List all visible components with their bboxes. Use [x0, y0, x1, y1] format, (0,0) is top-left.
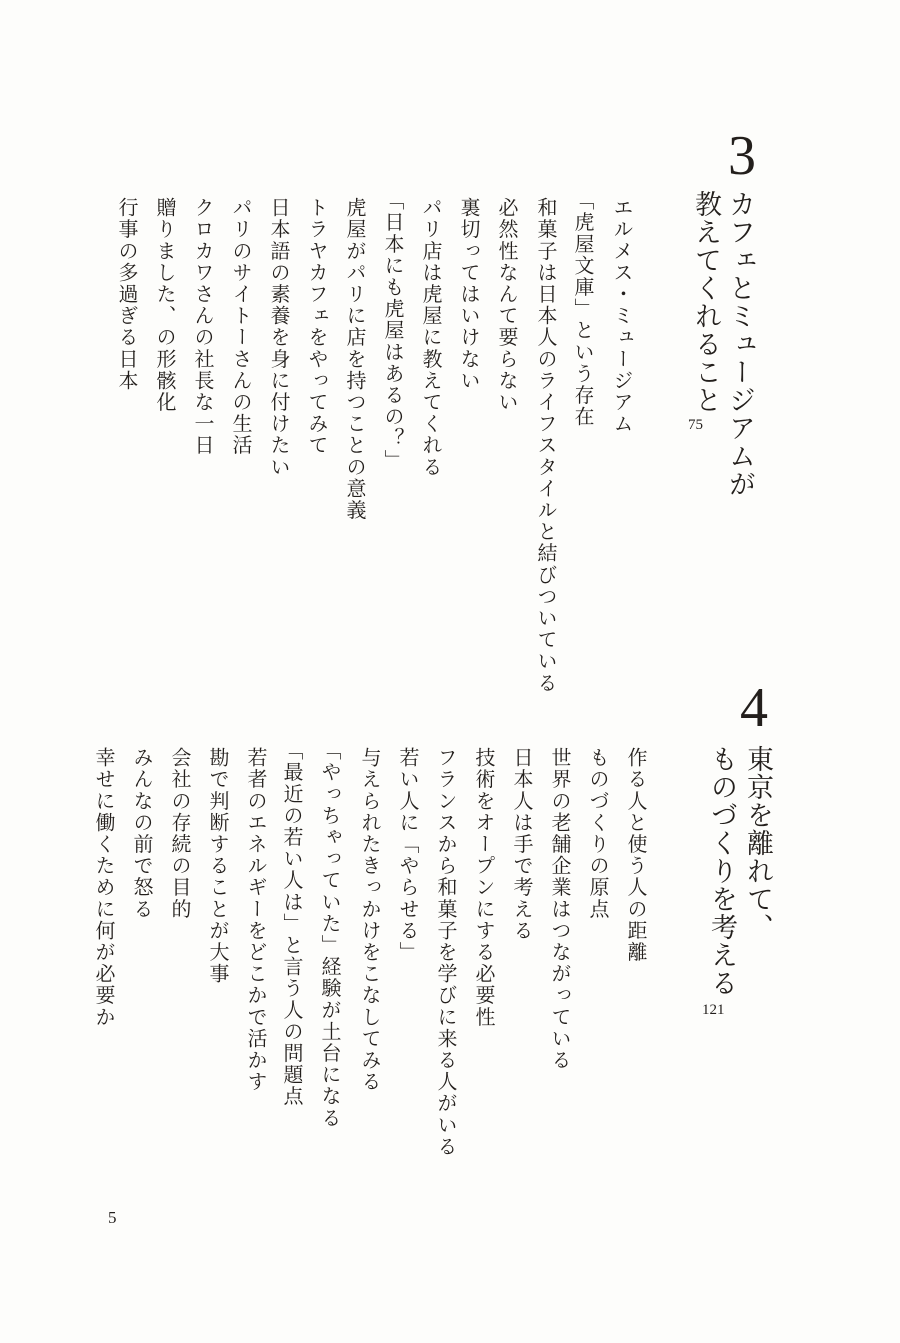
chapter-3-item: クロカワさんの社長な一日	[191, 197, 215, 457]
chapter-3-item: 裏切ってはいけない	[457, 197, 481, 392]
chapter-3-item: 行事の多過ぎる日本	[115, 197, 139, 392]
chapter-4-item: ものづくりの原点	[586, 747, 610, 920]
chapter-4-item: 作る人と使う人の距離	[624, 747, 648, 963]
chapter-4-item: 会社の存続の目的	[168, 747, 192, 920]
chapter-3-item: 日本語の素養を身に付けたい	[267, 197, 291, 478]
chapter-4-page-ref: 121	[702, 1002, 725, 1018]
chapter-4-item: 若者のエネルギーをどこかで活かす	[244, 747, 268, 1093]
chapter-3-number: 3	[728, 125, 756, 187]
chapter-3-item: 「虎屋文庫」という存在	[571, 190, 595, 428]
chapter-3-item: トラヤカフェをやってみて	[305, 197, 329, 457]
page-number: 5	[108, 1208, 117, 1227]
chapter-3-page-ref: 75	[688, 417, 703, 433]
chapter-3-item: 和菓子は日本人のライフスタイルと結びついている	[534, 197, 558, 694]
chapter-4-item: 「やっちゃっていた」経験が土台になる	[318, 740, 342, 1129]
chapter-4-item: 勘で判断することが大事	[206, 747, 230, 985]
chapter-3-item: パリのサイトーさんの生活	[229, 197, 253, 457]
chapter-3-title-line2: 教えてくれること	[690, 190, 721, 414]
chapter-4-item: 世界の老舗企業はつながっている	[548, 747, 572, 1071]
chapter-4-item: フランスから和菓子を学びに来る人がいる	[434, 747, 458, 1158]
chapter-4-item: 日本人は手で考える	[510, 747, 534, 942]
chapter-3-item: エルメス・ミュージアム	[610, 197, 634, 435]
chapter-4-item: 技術をオープンにする必要性	[472, 747, 496, 1028]
chapter-4-item: みんなの前で怒る	[130, 747, 154, 920]
chapter-4-title-line2: ものづくりを考える	[706, 745, 737, 997]
chapter-4-title-line1: 東京を離れて、	[742, 745, 773, 941]
chapter-3-item: 虎屋がパリに店を持つことの意義	[343, 197, 367, 521]
chapter-3-item: 「日本にも虎屋はあるの？」	[381, 190, 405, 471]
chapter-4-item: 幸せに働くために何が必要か	[92, 747, 116, 1028]
chapter-3-item: 贈りました、の形骸化	[153, 197, 177, 413]
chapter-4-item: 与えられたきっかけをこなしてみる	[358, 747, 382, 1093]
chapter-4-item: 「最近の若い人は」と言う人の問題点	[280, 740, 304, 1108]
chapter-3-item: 必然性なんて要らない	[495, 197, 519, 413]
chapter-3-item: パリ店は虎屋に教えてくれる	[419, 197, 443, 478]
chapter-3-title-line1: カフェとミュージアムが	[724, 190, 755, 498]
chapter-4-item: 若い人に「やらせる」	[396, 747, 420, 963]
chapter-4-number: 4	[740, 677, 768, 739]
